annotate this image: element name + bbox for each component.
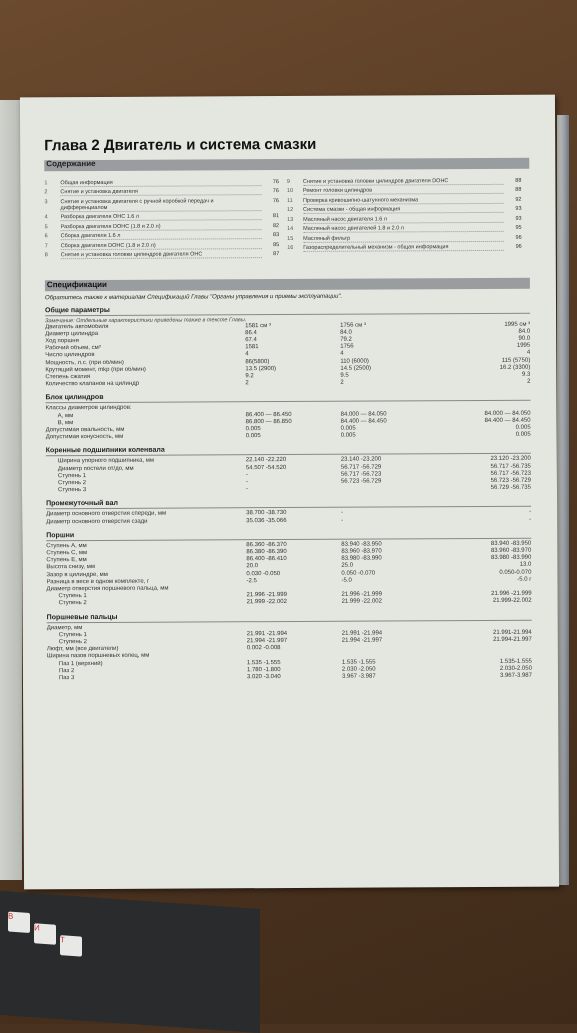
spec-label: Ступень С, мм	[46, 549, 246, 557]
spec-value-2.0: 2	[435, 379, 530, 387]
keyboard	[0, 891, 260, 1033]
spec-value-1.8: 0.005	[341, 425, 436, 433]
spec-value-1.6: 0.002 -0.008	[247, 645, 342, 653]
page-stack-edge	[557, 115, 569, 885]
spec-value-2.0: 0.005	[436, 425, 531, 433]
spec-value-2.0: -	[436, 509, 531, 517]
spec-value-1.6: 1581	[245, 344, 340, 352]
spec-label: Диаметр цилиндра	[45, 330, 245, 338]
spec-label: Диаметр отверстия поршневого пальца, мм	[46, 585, 246, 593]
spec-value-1.8: 23.140 -23.200	[341, 457, 436, 465]
spec-group-title: Коренные подшипники коленвала	[46, 445, 531, 457]
spec-label: Крутящий момент, mkp (при об/мин)	[45, 366, 245, 374]
chapter-title: Глава 2 Двигатель и система смазки	[44, 135, 529, 155]
toc-right-column	[287, 175, 530, 261]
spec-label: А, мм	[46, 412, 246, 420]
spec-value-1.6: -	[246, 486, 341, 494]
toc-title: Разборка двигателя ОНС 1.6 л	[61, 213, 262, 221]
spec-value-1.6: 67.4	[245, 337, 340, 345]
toc-title: Снятие и установка двигателя	[60, 188, 261, 196]
spec-value-1.6: 20.0	[246, 563, 341, 571]
toc-number: 15	[287, 235, 303, 242]
toc-item	[287, 225, 522, 233]
spec-value-1.8	[341, 485, 436, 493]
toc-page-number: 76	[261, 179, 279, 186]
toc-title: Снятие и установка головки цилиндров двигателя ОНС	[61, 251, 262, 259]
toc-title: Масляный фильтр	[303, 234, 504, 242]
spec-row	[47, 598, 532, 608]
spec-value-2.0: 0.005	[436, 432, 531, 440]
spec-value-1.6: 86.400 — 86.450	[246, 411, 341, 419]
toc-title: Масляный насос двигателей 1.8 и 2.0 л	[303, 225, 504, 233]
spec-value-1.8: 83.960 -83.970	[341, 548, 436, 556]
spec-label: Двигатель автомобиля	[45, 323, 245, 331]
spec-value-1.8: 2.030 -2.050	[342, 666, 437, 674]
spec-value-2.0: 90.0	[435, 336, 530, 344]
spec-value-1.8: 25.0	[341, 563, 436, 571]
spec-value-2.0: 56.723 -56.729	[436, 478, 531, 486]
spec-row	[46, 516, 531, 526]
key-label: Т	[60, 935, 65, 944]
spec-value-1.6: 38.700 -38.730	[246, 510, 341, 518]
key-label: В	[8, 911, 13, 920]
spec-label: Паз 3	[47, 674, 247, 682]
spec-value-1.8: 21.996 -21.999	[342, 591, 437, 599]
spec-value-1.6: 1.780 -1.800	[247, 667, 342, 675]
spec-value-1.8: 1.535 -1.555	[342, 659, 437, 667]
toc-number: 3	[44, 199, 60, 212]
toc-number: 11	[287, 197, 303, 204]
binder-edge	[0, 100, 22, 880]
spec-value-1.6: -	[246, 479, 341, 487]
toc-page-number: 87	[261, 251, 279, 258]
spec-value-2.0: 1995	[435, 343, 530, 351]
table-of-contents	[44, 175, 529, 262]
spec-label: Диаметр основного отверстия спереди, мм	[46, 511, 246, 519]
spec-value-2.0: 56.717 -56.735	[436, 463, 531, 471]
spec-value-1.6: 1581 см ³	[245, 322, 340, 330]
spec-label: Допустимая овальность, мм	[46, 426, 246, 434]
spec-value-1.6: -2.5	[246, 578, 341, 586]
spec-value-1.6: 86.800 — 86.850	[246, 418, 341, 426]
key-label: И	[34, 923, 40, 932]
spec-label: Допустимая конусность, мм	[46, 433, 246, 441]
spec-value-1.8: 83.940 -83.950	[341, 541, 436, 549]
spec-value-2.0: 84.000 — 84.050	[436, 410, 531, 418]
spec-value-2.0: 2.030-2.050	[437, 666, 532, 674]
toc-page-number: 95	[504, 225, 522, 232]
spec-value-1.8: 0.005	[341, 432, 436, 440]
spec-label: Ступень А, мм	[46, 542, 246, 550]
spec-value-2.0: 9.3	[435, 372, 530, 380]
spec-label: Разница в весе в одном комплекте, г	[46, 578, 246, 586]
spec-value-1.6: 22.140 -22.220	[246, 457, 341, 465]
toc-item	[45, 213, 280, 221]
spec-label: Ступень 1	[47, 631, 247, 639]
toc-title: Снятие и установка головки цилиндров двигателя DОНС	[303, 177, 504, 185]
toc-number: 14	[287, 226, 303, 233]
toc-page-number: 96	[504, 244, 522, 251]
spec-value-1.6: 86.360 -86.370	[246, 541, 341, 549]
spec-value-1.6: 0.005	[246, 433, 341, 441]
spec-value-2.0: 83.980 -83.990	[436, 555, 531, 563]
spec-label: Паз 2	[47, 667, 247, 675]
spec-label: Классы диаметров цилиндров:	[46, 405, 246, 413]
toc-item	[287, 206, 522, 214]
toc-number: 16	[287, 245, 303, 252]
spec-value-1.6: 54.507 -54.520	[246, 464, 341, 472]
spec-group-title: Общие параметры	[45, 304, 530, 316]
toc-title: Проверка кривошипно-шатунного механизма	[303, 196, 504, 204]
toc-item	[287, 244, 522, 252]
spec-group-title: Блок цилиндров	[45, 392, 530, 404]
keyboard-key	[8, 911, 30, 933]
spec-label: Степень сжатия	[45, 373, 245, 381]
toc-page-number: 88	[503, 187, 521, 194]
spec-value-1.8: 79.2	[340, 336, 435, 344]
toc-item	[287, 187, 522, 195]
spec-label: Ступень 2	[46, 479, 246, 487]
spec-value-1.8: 1756	[340, 343, 435, 351]
spec-value-1.6: 35.036 -35.066	[246, 517, 341, 525]
spec-value-1.8: 56.717 -56.723	[341, 471, 436, 479]
spec-value-1.6: 86(5800)	[245, 358, 340, 366]
toc-item	[45, 242, 280, 250]
toc-title: Снятие и установка двигателя с ручной коробкой передач и дифференциалом	[60, 198, 261, 212]
toc-page-number: 76	[261, 198, 279, 211]
spec-value-1.6: 86.400 -86.410	[246, 556, 341, 564]
spec-value-2.0: 16.2 (3300)	[435, 364, 530, 372]
spec-label: Зазор в цилиндре, мм	[46, 571, 246, 579]
spec-label: Ступень 2	[47, 638, 247, 646]
spec-value-2.0: 84.400 — 84.450	[436, 417, 531, 425]
spec-label: Ступень 1	[46, 472, 246, 480]
spec-value-2.0: 1995 см ³	[435, 321, 530, 329]
specs-heading: Спецификации	[47, 279, 107, 288]
toc-number: 13	[287, 216, 303, 223]
spec-value-2.0: -	[436, 516, 531, 524]
toc-item	[45, 223, 280, 231]
toc-number: 6	[45, 233, 61, 240]
spec-group-title: Поршни	[46, 530, 531, 542]
spec-label: Ступень 1	[47, 592, 247, 600]
spec-value-1.6: 86.380 -86.390	[246, 549, 341, 557]
toc-page-number: 76	[261, 188, 279, 195]
spec-value-1.8: 21.994 -21.997	[342, 637, 437, 645]
spec-value-1.8: 84.000 — 84.050	[341, 411, 436, 419]
spec-value-1.6: 21.999 -22.002	[247, 599, 342, 607]
spec-value-1.8: 110 (6000)	[340, 358, 435, 366]
spec-label: Ширина упорного подшипника, мм	[46, 458, 246, 466]
toc-page-number: 83	[261, 232, 279, 239]
spec-value-1.8: 0.050 -0.070	[341, 570, 436, 578]
spec-value-2.0: 21.996 -21.999	[437, 591, 532, 599]
spec-label: Диаметр, мм	[47, 624, 247, 632]
spec-label: Ширина пазов поршневых колец, мм	[47, 653, 247, 661]
toc-title: Газораспределительный механизм - общая информация	[303, 244, 504, 252]
spec-value-1.8: 1756 см ³	[340, 322, 435, 330]
spec-value-2.0: 23.120 -23.200	[436, 456, 531, 464]
toc-left-column	[44, 176, 287, 262]
spec-label: Диаметр постели от/до, мм	[46, 465, 246, 473]
toc-item	[287, 234, 522, 242]
spec-value-2.0: 3.967-3.987	[437, 673, 532, 681]
toc-title: Сборка двигателя 1.6 л	[61, 232, 262, 240]
spec-row	[46, 485, 531, 495]
toc-page-number: 88	[503, 177, 521, 184]
toc-number: 2	[44, 189, 60, 196]
spec-value-1.6: 86.4	[245, 329, 340, 337]
spec-value-2.0: 84.0	[435, 328, 530, 336]
spec-group	[47, 611, 532, 682]
spec-label: Рабочий объем, см³	[45, 344, 245, 352]
spec-value-1.6: 21.996 -21.999	[247, 592, 342, 600]
toc-page-number: 96	[504, 234, 522, 241]
spec-value-1.6: 21.994 -21.997	[247, 638, 342, 646]
spec-value-1.6: 9.2	[245, 373, 340, 381]
spec-value-2.0: 21.991-21.994	[437, 630, 532, 638]
toc-number: 7	[45, 243, 61, 250]
spec-group	[45, 304, 530, 388]
spec-value-1.8: 84.400 — 84.450	[341, 418, 436, 426]
toc-item	[287, 177, 522, 185]
spec-label: Паз 1 (верхний)	[47, 660, 247, 668]
toc-item	[44, 188, 279, 196]
spec-value-1.8: 56.717 -56.729	[341, 464, 436, 472]
toc-title: Общая информация	[60, 179, 261, 187]
spec-label: Количество клапанов на цилиндр	[45, 380, 245, 388]
spec-label: Мощность, л.с. (при об/мин)	[45, 359, 245, 367]
spec-value-1.8: 84.0	[340, 329, 435, 337]
spec-group-title: Поршневые пальцы	[47, 611, 532, 623]
specs-note: Обратитесь также к материалам Спецификаций Главы "Органы управления и приемы эксплуатации".	[45, 292, 530, 301]
spec-value-2.0: 4	[435, 350, 530, 358]
toc-item	[45, 251, 280, 259]
toc-page-number: 93	[504, 206, 522, 213]
spec-label: В, мм	[46, 419, 246, 427]
toc-item	[45, 232, 280, 240]
spec-value-2.0: 1.535-1.555	[437, 658, 532, 666]
spec-value-1.8: 3.967 -3.987	[342, 673, 437, 681]
toc-number: 12	[287, 207, 303, 214]
toc-number: 5	[45, 224, 61, 231]
toc-page-number: 85	[261, 242, 279, 249]
spec-value-1.8: 83.980 -83.990	[341, 555, 436, 563]
spec-label: Ход поршня	[45, 337, 245, 345]
spec-value-1.8: -	[341, 510, 436, 518]
keyboard-key	[60, 935, 82, 957]
spec-value-1.6: 0.005	[246, 426, 341, 434]
spec-value-1.6: 3.020 -3.040	[247, 674, 342, 682]
spec-value-1.8: 21.999 -22.002	[342, 599, 437, 607]
spec-value-1.6: 2	[245, 380, 340, 388]
spec-value-1.8: 4	[340, 351, 435, 359]
toc-page-number: 82	[261, 223, 279, 230]
toc-page-number: 92	[503, 196, 521, 203]
spec-label: Высота снизу, мм	[46, 564, 246, 572]
toc-item	[287, 215, 522, 223]
keyboard-key	[34, 923, 56, 945]
spec-value-1.6: 1.535 -1.555	[247, 659, 342, 667]
spec-label: Люфт, мм (все двигатели)	[47, 645, 247, 653]
spec-value-1.6: -	[246, 471, 341, 479]
toc-title: Система смазки - общая информация	[303, 206, 504, 214]
spec-group	[46, 530, 531, 608]
spec-group	[46, 498, 531, 526]
contents-heading: Содержание	[46, 159, 95, 168]
spec-label: Диаметр основного отверстия сзади	[46, 518, 246, 526]
toc-item	[44, 179, 279, 187]
spec-value-2.0: 56.717 -56.723	[436, 470, 531, 478]
spec-value-1.8: -5.0	[341, 577, 436, 585]
spec-label: Ступень 2	[47, 600, 247, 608]
toc-page-number: 93	[504, 215, 522, 222]
contents-bar	[44, 158, 529, 172]
spec-value-2.0: 83.940 -83.950	[436, 541, 531, 549]
spec-value-1.8: 9.5	[340, 372, 435, 380]
spec-group-title: Промежуточный вал	[46, 498, 531, 510]
spec-value-2.0: 83.960 -83.970	[436, 548, 531, 556]
spec-value-1.8: 56.723 -56.729	[341, 478, 436, 486]
spec-label: Ступень Е, мм	[46, 556, 246, 564]
spec-value-1.6: 21.991 -21.994	[247, 631, 342, 639]
page-content	[44, 135, 532, 683]
spec-value-2.0: 21.999-22.002	[437, 598, 532, 606]
spec-value-1.6: 0.030 -0.050	[246, 570, 341, 578]
book-page	[20, 95, 559, 890]
spec-row	[45, 379, 530, 389]
toc-title: Масляный насос двигателя 1.6 л	[303, 215, 504, 223]
spec-group	[46, 445, 531, 495]
toc-item	[44, 198, 279, 212]
specs-bar	[45, 277, 530, 291]
spec-value-1.6: 13.5 (2900)	[245, 365, 340, 373]
spec-value-1.8: -	[341, 517, 436, 525]
spec-value-2.0: 13.0	[436, 562, 531, 570]
spec-label: Ступень 3	[46, 486, 246, 494]
toc-number: 9	[287, 178, 303, 185]
spec-row	[47, 673, 532, 683]
toc-title: Сборка двигателя DОНС (1.8 и 2.0 л)	[61, 242, 262, 250]
toc-page-number: 81	[261, 213, 279, 220]
spec-value-1.8: 14.5 (2500)	[340, 365, 435, 373]
spec-value-2.0: -5.0 г	[436, 577, 531, 585]
toc-title: Ремонт головки цилиндров	[303, 187, 504, 195]
toc-number: 10	[287, 188, 303, 195]
spec-value-2.0: 56.729 -56.735	[436, 485, 531, 493]
spec-value-2.0: 0.050-0.070	[436, 569, 531, 577]
spec-value-2.0: 21.994-21.997	[437, 637, 532, 645]
toc-item	[287, 196, 522, 204]
spec-row	[46, 432, 531, 442]
spec-value-2.0: 115 (5750)	[435, 357, 530, 365]
spec-label: Число цилиндров	[45, 352, 245, 360]
spec-groups	[45, 304, 532, 682]
spec-value-1.8: 2	[340, 379, 435, 387]
spec-value-1.6: 4	[245, 351, 340, 359]
toc-number: 8	[45, 252, 61, 259]
toc-title: Разборка двигателя DОНС (1.8 и 2.0 л)	[61, 223, 262, 231]
spec-group	[45, 392, 530, 442]
toc-number: 1	[44, 180, 60, 187]
spec-value-1.8: 21.991 -21.994	[342, 630, 437, 638]
spec-group-note: Замечание: Отдельные характеристики приведены также в тексте Главы.	[45, 315, 530, 324]
toc-number: 4	[45, 214, 61, 221]
